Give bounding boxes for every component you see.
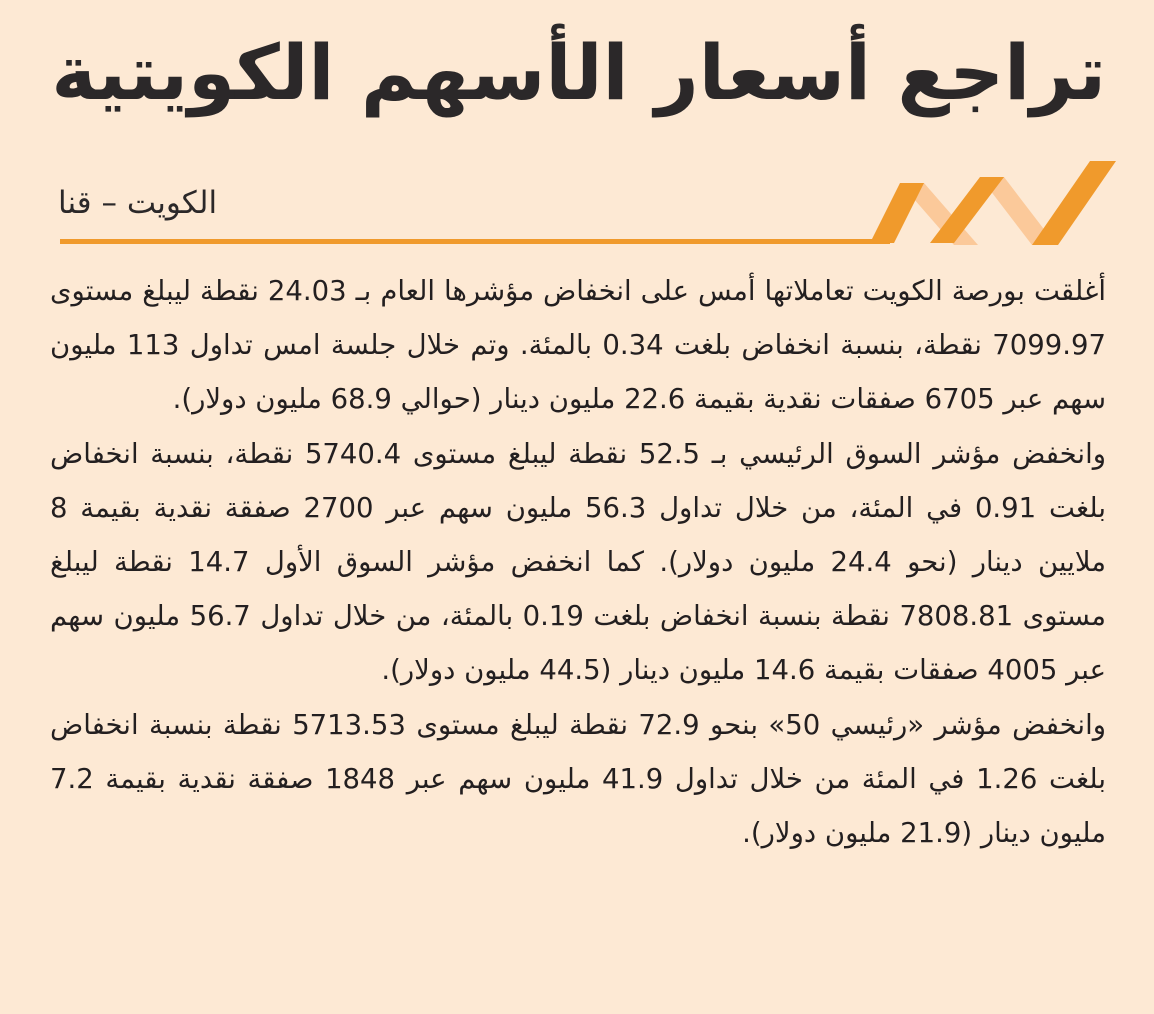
zigzag-dark-stroke — [870, 183, 924, 243]
paragraph: أغلقت بورصة الكويت تعاملاتها أمس على انخفاض مؤشرها العام بـ 24.03 نقطة ليبلغ مستوى 7099.97 نقطة، بنسبة انخفاض بلغت 0.34 بالمئة. وتم خلال جلسة امس تداول 113 مليون سهم عبر 6705 صفقات نقدية بقيمة 22.6 مليون دينار (حوالي 68.9 مليون دولار). — [50, 275, 1106, 416]
zigzag-dark-stroke — [1032, 161, 1116, 245]
paragraph: وانخفض مؤشر «رئيسي 50» بنحو 72.9 نقطة ليبلغ مستوى 5713.53 نقطة بنسبة انخفاض بلغت 1.26 في المئة من خلال تداول 41.9 مليون سهم عبر 1848 صفقة نقدية بقيمة 7.2 مليون دينار (21.9 مليون دولار). — [50, 708, 1107, 850]
accent-rule — [60, 239, 890, 244]
paragraph: وانخفض مؤشر السوق الرئيسي بـ 52.5 نقطة ليبلغ مستوى 5740.4 نقطة، بنسبة انخفاض بلغت 0.91 في المئة، من خلال تداول 56.3 مليون سهم عبر 2700 صفقة نقدية بقيمة 8 ملايين دينار (نحو 24.4 مليون دولار). كما انخفض مؤشر السوق الأول 14.7 نقطة ليبلغ مستوى 7808.81 نقطة بنسبة انخفاض بلغت 0.19 بالمئة، من خلال تداول 56.7 مليون سهم عبر 4005 صفقات بقيمة 14.6 مليون دينار (44.5 مليون دولار). — [50, 437, 1107, 687]
article-body — [50, 264, 1106, 860]
headline: تراجع أسعار الأسهم الكويتية — [51, 28, 1106, 117]
dateline: الكويت – قنا — [58, 185, 218, 221]
trend-zigzag-icon — [860, 155, 1120, 250]
